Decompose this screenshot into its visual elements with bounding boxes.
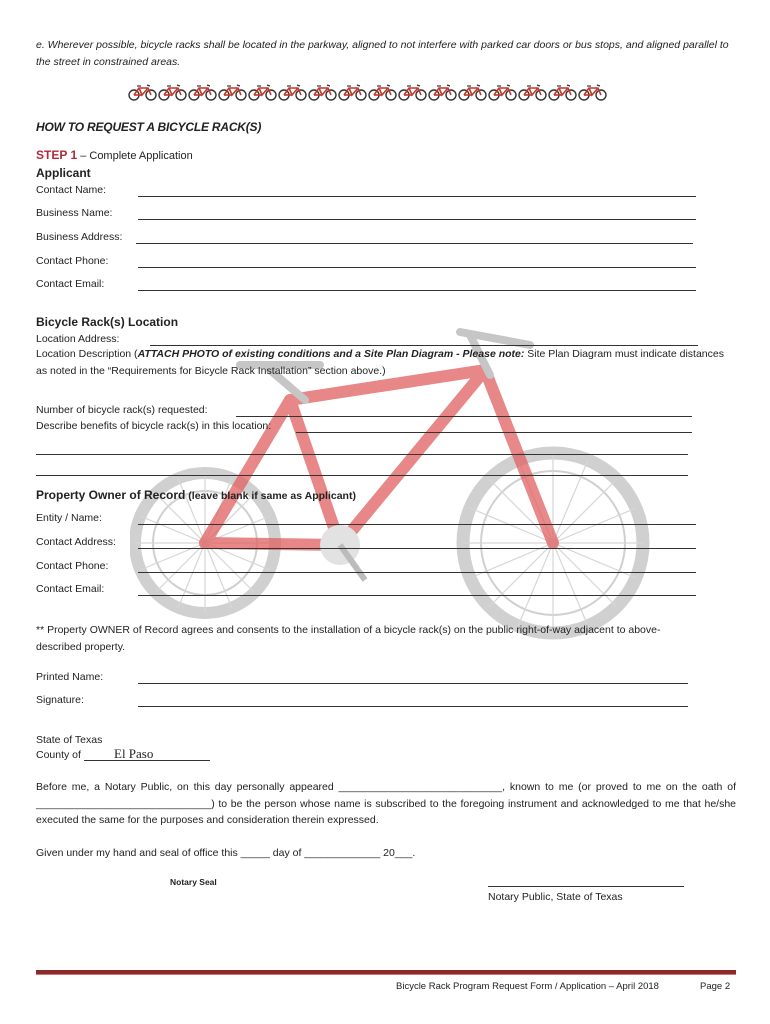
bicycle-icon	[578, 83, 607, 101]
owner-address-label: Contact Address:	[36, 536, 116, 548]
bicycle-icon	[548, 83, 577, 101]
owner-phone-label: Contact Phone:	[36, 560, 109, 572]
notary-statement: Before me, a Notary Public, on this day personally appeared ____________________________, known to me (or proved to me on the oath of ______________________________) to be the person whose name is subscribed to the foregoing instrument and acknowledged to me that he/she executed the same for the purposes and consideration therein expressed.	[36, 781, 736, 826]
footer-rule-thin	[36, 974, 736, 975]
bicycle-icon	[308, 83, 337, 101]
applicant-title: Applicant	[36, 166, 91, 180]
benefits-label: Describe benefits of bicycle rack(s) in this location:	[36, 420, 272, 432]
bicycle-icon	[158, 83, 187, 101]
bicycle-icon	[218, 83, 247, 101]
benefits-field-line-3[interactable]	[36, 475, 688, 476]
county-field[interactable]	[84, 745, 210, 761]
location-desc-label: Location Description (	[36, 348, 138, 360]
owner-address-field[interactable]	[138, 548, 696, 549]
business-address-label: Business Address:	[36, 231, 123, 243]
county-value: El Paso	[114, 746, 154, 761]
footer-title: Bicycle Rack Program Request Form / Application – April 2018	[396, 981, 659, 992]
business-name-label: Business Name:	[36, 207, 113, 219]
bicycle-icon	[278, 83, 307, 101]
bicycle-icon	[128, 83, 157, 101]
bicycle-icon	[488, 83, 517, 101]
bicycle-icon	[518, 83, 547, 101]
contact-name-field[interactable]	[138, 196, 696, 197]
location-desc-bold: ATTACH PHOTO of existing conditions and a Site Plan Diagram - Please note:	[137, 348, 525, 360]
location-desc-rest: Site Plan Diagram must indicate distances as noted in the “Requirements for Bicycle Rack Installation” section above.)	[36, 348, 724, 377]
printed-name-label: Printed Name:	[36, 671, 104, 683]
step-dash: –	[77, 150, 90, 162]
printed-name-field[interactable]	[138, 683, 688, 684]
business-address-field[interactable]	[136, 243, 693, 244]
bicycle-icon	[338, 83, 367, 101]
owner-title-line	[36, 486, 356, 504]
step-label: STEP 1	[36, 148, 78, 162]
step-text: Complete Application	[89, 150, 193, 162]
owner-email-field[interactable]	[138, 595, 696, 596]
notary-public-label: Notary Public, State of Texas	[488, 891, 623, 903]
contact-email-field[interactable]	[138, 290, 696, 291]
owner-phone-field[interactable]	[138, 572, 696, 573]
location-title: Bicycle Rack(s) Location	[36, 315, 179, 329]
owner-consent-text: ** Property OWNER of Record agrees and consents to the installation of a bicycle rack(s) on the public right-of-way adjacent to above-described property.	[36, 624, 661, 653]
bicycle-icon	[368, 83, 397, 101]
contact-email-label: Contact Email:	[36, 278, 105, 290]
request-heading: HOW TO REQUEST A BICYCLE RACK(S)	[36, 120, 262, 134]
bicycle-icon	[428, 83, 457, 101]
bicycle-icon	[188, 83, 217, 101]
location-description	[36, 346, 736, 379]
rack-count-field[interactable]	[236, 416, 692, 417]
county-label: County of	[36, 749, 81, 761]
entity-name-label: Entity / Name:	[36, 512, 102, 524]
owner-title-note: (leave blank if same as Applicant)	[185, 490, 356, 502]
bicycle-icon	[398, 83, 427, 101]
bicycle-icon-row	[128, 83, 607, 103]
location-address-label: Location Address:	[36, 333, 120, 345]
notary-seal-label: Notary Seal	[170, 877, 217, 887]
step-1-line	[36, 148, 193, 162]
page-number: Page 2	[700, 981, 731, 992]
business-name-field[interactable]	[138, 219, 696, 220]
contact-phone-field[interactable]	[138, 267, 696, 268]
benefits-field[interactable]	[296, 432, 692, 433]
entity-name-field[interactable]	[138, 524, 696, 525]
benefits-field-line-2[interactable]	[36, 454, 688, 455]
contact-phone-label: Contact Phone:	[36, 255, 109, 267]
bicycle-icon	[458, 83, 487, 101]
signature-label: Signature:	[36, 694, 84, 706]
contact-name-label: Contact Name:	[36, 184, 107, 196]
notary-given-line: Given under my hand and seal of office this _____ day of _____________ 20___.	[36, 847, 416, 859]
signature-field[interactable]	[138, 706, 688, 707]
bicycle-icon	[248, 83, 277, 101]
notary-signature-field[interactable]	[488, 886, 684, 887]
rack-count-label: Number of bicycle rack(s) requested:	[36, 404, 208, 416]
owner-title: Property Owner of Record	[36, 488, 186, 502]
owner-email-label: Contact Email:	[36, 583, 105, 595]
state-label: State of Texas	[36, 734, 103, 746]
intro-paragraph: e. Wherever possible, bicycle racks shall be located in the parkway, aligned to not interfere with parked car doors or bus stops, and aligned parallel to the street in constrained areas.	[36, 39, 729, 68]
